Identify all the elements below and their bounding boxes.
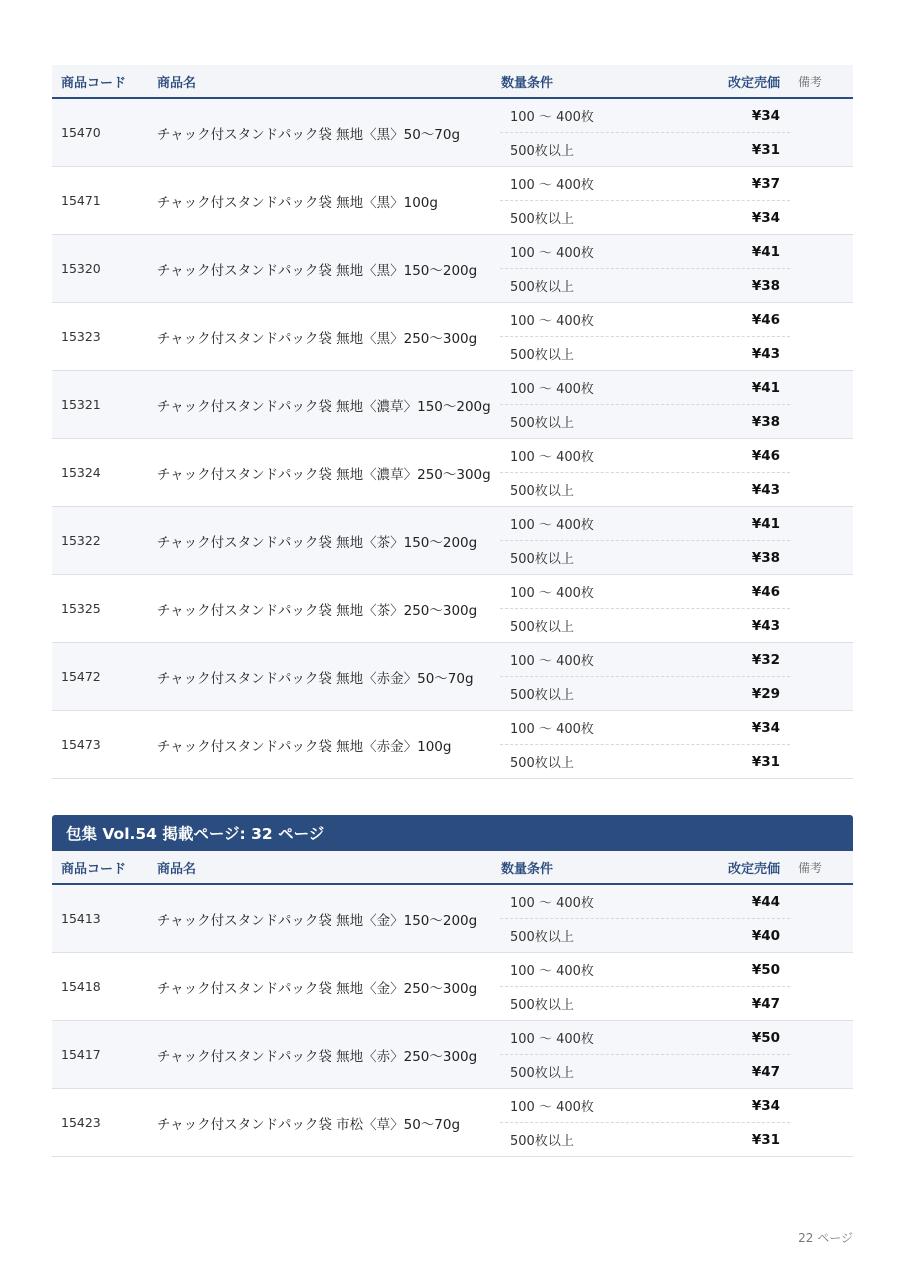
tier-large [500,1123,790,1156]
table-row [52,99,853,167]
header-qty-price [500,858,790,877]
tier-small [500,235,790,269]
tier-large [500,609,790,642]
table-row [52,507,853,575]
product-code: 15472 [61,669,101,684]
memo [790,303,853,370]
header-name: 商品名 [157,861,197,877]
product-code: 15473 [61,737,101,752]
product-name: チャック付スタンドパック袋 無地〈茶〉150〜200g [157,534,478,551]
tier-label: 100 〜 400枚 [510,314,594,329]
header-qty: 数量条件 [501,861,554,877]
tier-label: 500枚以上 [510,620,574,635]
tier-large [500,133,790,166]
product-code: 15471 [61,193,101,208]
tier-price: ¥43 [751,481,780,498]
header-name: 商品名 [157,75,197,91]
tier-label: 500枚以上 [510,756,574,771]
tier-label: 500枚以上 [510,484,574,499]
tier-price: ¥31 [751,141,780,158]
table-row [52,575,853,643]
tier-small [500,953,790,987]
product-name: チャック付スタンドパック袋 無地〈濃草〉250〜300g [157,466,491,483]
memo [790,507,853,574]
product-code: 15417 [61,1047,101,1062]
quantity-tiers [500,575,790,642]
price-table-2 [52,851,853,1157]
product-name: チャック付スタンドパック袋 無地〈赤金〉100g [157,738,452,755]
tier-small [500,439,790,473]
memo [790,167,853,234]
tier-label: 100 〜 400枚 [510,964,594,979]
quantity-tiers [500,953,790,1020]
tier-small [500,643,790,677]
quantity-tiers [500,371,790,438]
tier-large [500,677,790,710]
table-row [52,885,853,953]
memo [790,575,853,642]
tier-label: 500枚以上 [510,348,574,363]
tier-price: ¥43 [751,617,780,634]
tier-price: ¥32 [751,651,780,668]
table-row [52,235,853,303]
tier-price: ¥34 [751,107,780,124]
memo [790,371,853,438]
tier-label: 100 〜 400枚 [510,178,594,193]
memo [790,885,853,952]
table-body [52,885,853,1157]
tier-price: ¥41 [751,379,780,396]
product-name: チャック付スタンドパック袋 無地〈金〉150〜200g [157,912,478,929]
tier-label: 500枚以上 [510,552,574,567]
tier-label: 100 〜 400枚 [510,382,594,397]
quantity-tiers [500,507,790,574]
table-row [52,711,853,779]
memo [790,711,853,778]
product-code: 15323 [61,329,101,344]
quantity-tiers [500,439,790,506]
tier-large [500,405,790,438]
quantity-tiers [500,885,790,952]
product-code: 15322 [61,533,101,548]
tier-label: 100 〜 400枚 [510,450,594,465]
tier-label: 500枚以上 [510,212,574,227]
price-table-1 [52,65,853,779]
tier-price: ¥38 [751,549,780,566]
product-code: 15470 [61,125,101,140]
memo [790,643,853,710]
table-header [52,65,853,99]
product-name: チャック付スタンドパック袋 無地〈黒〉250〜300g [157,330,478,347]
quantity-tiers [500,235,790,302]
tier-label: 100 〜 400枚 [510,654,594,669]
product-code: 15413 [61,911,101,926]
header-memo: 備考 [798,74,823,89]
memo [790,1021,853,1088]
tier-price: ¥41 [751,243,780,260]
tier-label: 500枚以上 [510,1134,574,1149]
table-row [52,439,853,507]
tier-price: ¥41 [751,515,780,532]
tier-large [500,541,790,574]
tier-price: ¥46 [751,583,780,600]
tier-price: ¥43 [751,345,780,362]
product-name: チャック付スタンドパック袋 無地〈黒〉150〜200g [157,262,478,279]
tier-small [500,507,790,541]
product-name: チャック付スタンドパック袋 無地〈赤〉250〜300g [157,1048,478,1065]
header-memo: 備考 [798,860,823,875]
tier-large [500,269,790,302]
product-code: 15320 [61,261,101,276]
product-name: チャック付スタンドパック袋 無地〈黒〉100g [157,194,438,211]
tier-label: 500枚以上 [510,930,574,945]
table-row [52,1089,853,1157]
product-code: 15325 [61,601,101,616]
tier-price: ¥31 [751,1131,780,1148]
memo [790,1089,853,1156]
quantity-tiers [500,643,790,710]
tier-price: ¥38 [751,413,780,430]
table-header [52,851,853,885]
table-row [52,953,853,1021]
tier-small [500,885,790,919]
tier-small [500,99,790,133]
tier-large [500,337,790,370]
tier-label: 500枚以上 [510,280,574,295]
tier-small [500,167,790,201]
tier-price: ¥37 [751,175,780,192]
memo [790,953,853,1020]
memo [790,99,853,166]
header-price: 改定売価 [727,861,780,877]
tier-small [500,303,790,337]
quantity-tiers [500,303,790,370]
quantity-tiers [500,167,790,234]
product-name: チャック付スタンドパック袋 市松〈草〉50〜70g [157,1116,461,1133]
tier-price: ¥34 [751,209,780,226]
tier-large [500,745,790,778]
tier-label: 500枚以上 [510,144,574,159]
table-row [52,1021,853,1089]
tier-small [500,711,790,745]
product-code: 15423 [61,1115,101,1130]
table-row [52,371,853,439]
quantity-tiers [500,711,790,778]
tier-label: 500枚以上 [510,1066,574,1081]
table-body [52,99,853,779]
table-row [52,303,853,371]
tier-price: ¥29 [751,685,780,702]
tier-small [500,1021,790,1055]
tier-price: ¥34 [751,1097,780,1114]
memo [790,235,853,302]
quantity-tiers [500,1089,790,1156]
header-qty-price [500,72,790,91]
tier-price: ¥46 [751,311,780,328]
tier-label: 100 〜 400枚 [510,722,594,737]
tier-price: ¥44 [751,893,780,910]
table-row [52,643,853,711]
header-code: 商品コード [61,75,127,91]
product-name: チャック付スタンドパック袋 無地〈黒〉50〜70g [157,126,461,143]
tier-price: ¥34 [751,719,780,736]
tier-small [500,1089,790,1123]
tier-label: 100 〜 400枚 [510,246,594,261]
tier-price: ¥40 [751,927,780,944]
tier-price: ¥50 [751,961,780,978]
tier-price: ¥46 [751,447,780,464]
tier-large [500,919,790,952]
header-code: 商品コード [61,861,127,877]
tier-label: 500枚以上 [510,416,574,431]
product-name: チャック付スタンドパック袋 無地〈赤金〉50〜70g [157,670,474,687]
quantity-tiers [500,1021,790,1088]
page-number: 22 ページ [798,1231,853,1245]
tier-large [500,987,790,1020]
tier-large [500,1055,790,1088]
header-qty: 数量条件 [501,75,554,91]
tier-label: 100 〜 400枚 [510,1032,594,1047]
tier-large [500,201,790,234]
tier-label: 100 〜 400枚 [510,110,594,125]
tier-price: ¥38 [751,277,780,294]
header-price: 改定売価 [727,75,780,91]
tier-large [500,473,790,506]
tier-price: ¥50 [751,1029,780,1046]
section-title: 包集 Vol.54 掲載ページ: 32 ページ [52,815,853,851]
product-name: チャック付スタンドパック袋 無地〈濃草〉150〜200g [157,398,491,415]
product-code: 15324 [61,465,101,480]
product-name: チャック付スタンドパック袋 無地〈金〉250〜300g [157,980,478,997]
tier-price: ¥47 [751,995,780,1012]
product-name: チャック付スタンドパック袋 無地〈茶〉250〜300g [157,602,478,619]
tier-label: 100 〜 400枚 [510,896,594,911]
memo [790,439,853,506]
tier-label: 100 〜 400枚 [510,518,594,533]
tier-label: 100 〜 400枚 [510,586,594,601]
product-code: 15418 [61,979,101,994]
tier-small [500,371,790,405]
tier-price: ¥47 [751,1063,780,1080]
product-code: 15321 [61,397,101,412]
quantity-tiers [500,99,790,166]
tier-price: ¥31 [751,753,780,770]
tier-small [500,575,790,609]
table-row [52,167,853,235]
tier-label: 100 〜 400枚 [510,1100,594,1115]
tier-label: 500枚以上 [510,688,574,703]
tier-label: 500枚以上 [510,998,574,1013]
